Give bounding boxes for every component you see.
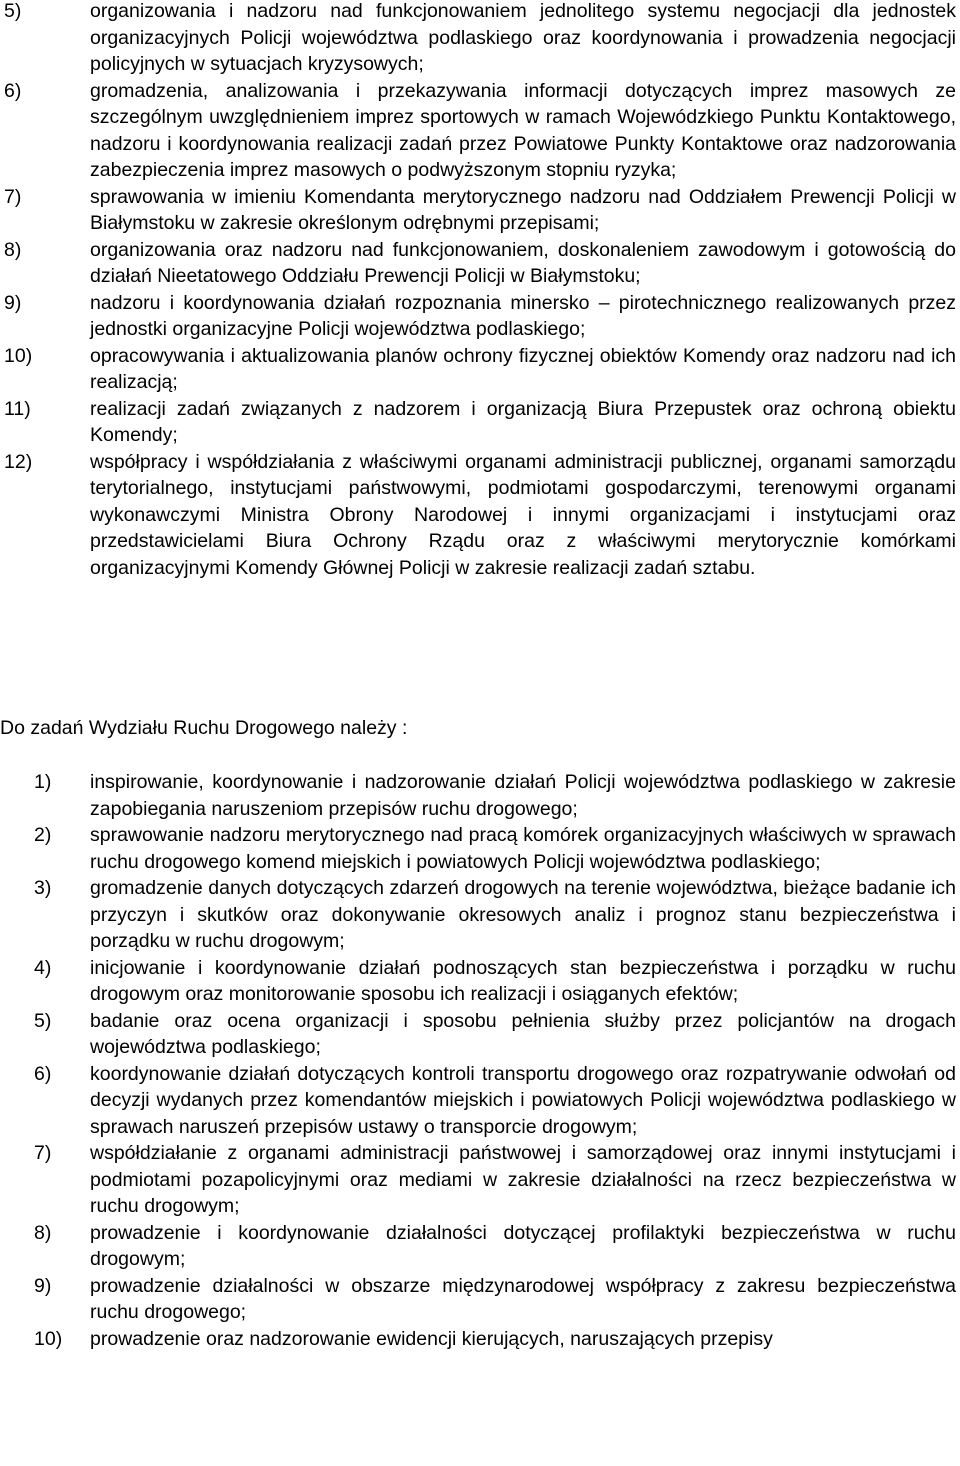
list-item bbox=[0, 1220, 960, 1273]
item-text: badanie oraz ocena organizacji i sposobu pełnienia służby przez policjantów na drogach województwa podlaskiego; bbox=[90, 1009, 956, 1058]
item-text: prowadzenie oraz nadzorowanie ewidencji kierujących, naruszających przepisy bbox=[90, 1327, 773, 1350]
item-number: 7) bbox=[34, 1142, 52, 1164]
item-number: 7) bbox=[4, 185, 22, 208]
list-item bbox=[0, 769, 960, 822]
item-text: koordynowanie działań dotyczących kontroli transportu drogowego oraz rozpatrywanie odwołań od decyzji wydanych przez komendantów miejskich i powiatowych Policji województwa podlaskiego w sprawach naruszeń przepisów ustawy o transporcie drogowym; bbox=[90, 1062, 956, 1138]
item-text: opracowywania i aktualizowania planów ochrony fizycznej obiektów Komendy oraz nadzoru nad ich realizacją; bbox=[90, 344, 956, 393]
item-text: realizacji zadań związanych z nadzorem i organizacją Biura Przepustek oraz ochroną obiektu Komendy; bbox=[90, 397, 956, 446]
item-number: 1) bbox=[34, 771, 52, 793]
item-text: sprawowanie nadzoru merytorycznego nad pracą komórek organizacyjnych właściwych w sprawach ruchu drogowego komend miejskich i powiatowych Policji województwa podlaskiego; bbox=[90, 824, 956, 873]
list-item bbox=[0, 1008, 960, 1061]
item-number: 4) bbox=[34, 956, 52, 979]
list-item bbox=[0, 822, 960, 875]
item-number: 6) bbox=[4, 79, 22, 102]
list-item bbox=[0, 78, 960, 184]
section-heading: Do zadań Wydziału Ruchu Drogowego należy : bbox=[0, 717, 408, 739]
item-number: 5) bbox=[4, 0, 22, 22]
list-item bbox=[0, 290, 960, 343]
tasks-list-staff bbox=[0, 0, 960, 581]
list-item bbox=[0, 0, 960, 78]
item-text: prowadzenie działalności w obszarze międzynarodowej współpracy z zakresu bezpieczeństwa ruchu drogowego; bbox=[90, 1274, 956, 1323]
list-item bbox=[0, 1326, 960, 1353]
list-item bbox=[0, 343, 960, 396]
item-text: sprawowania w imieniu Komendanta merytorycznego nadzoru nad Oddziałem Prewencji Policji w Białymstoku w zakresie określonym odrębnymi przepisami; bbox=[90, 185, 956, 234]
item-number: 8) bbox=[4, 238, 22, 261]
list-item bbox=[0, 875, 960, 955]
list-item bbox=[0, 1061, 960, 1141]
tasks-list-traffic bbox=[0, 769, 960, 1352]
list-item bbox=[0, 955, 960, 1008]
item-number: 6) bbox=[34, 1062, 52, 1085]
item-text: gromadzenie danych dotyczących zdarzeń drogowych na terenie województwa, bieżące badanie ich przyczyn i skutków oraz dokonywanie okresowych analiz i prognoz stanu bezpieczeństwa i porządku w ruchu drogowym; bbox=[90, 877, 956, 952]
item-text: prowadzenie i koordynowanie działalności dotyczącej profilaktyki bezpieczeństwa w ruchu drogowym; bbox=[90, 1221, 956, 1270]
item-number: 10) bbox=[4, 344, 33, 367]
item-text: inspirowanie, koordynowanie i nadzorowanie działań Policji województwa podlaskiego w zakresie zapobiegania naruszeniom przepisów ruchu drogowego; bbox=[90, 771, 956, 820]
list-item bbox=[0, 1140, 960, 1220]
item-number: 5) bbox=[34, 1009, 52, 1032]
item-text: gromadzenia, analizowania i przekazywania informacji dotyczących imprez masowych ze szczególnym uwzględnieniem imprez sportowych w ramach Wojewódzkiego Punktu Kontaktowego, nadzoru i koordynowania realizacji zadań przez Powiatowe Punkty Kontaktowe oraz nadzorowania zabezpieczenia imprez masowych o podwyższonym stopniu ryzyka; bbox=[90, 79, 956, 181]
item-text: współpracy i współdziałania z właściwymi organami administracji publicznej, organami samorządu terytorialnego, instytucjami państwowymi, podmiotami gospodarczymi, terenowymi organami wykonawczymi Ministra Obrony Narodowej i innymi organizacjami i instytucjami oraz przedstawicielami Biura Ochrony Rządu oraz z właściwymi merytorycznie komórkami organizacyjnymi Komendy Głównej Policji w zakresie realizacji zadań sztabu. bbox=[90, 450, 956, 579]
item-text: organizowania oraz nadzoru nad funkcjonowaniem, doskonaleniem zawodowym i gotowością do działań Nieetatowego Oddziału Prewencji Policji w Białymstoku; bbox=[90, 238, 956, 287]
item-number: 8) bbox=[34, 1221, 52, 1244]
item-text: współdziałanie z organami administracji państwowej i samorządowej oraz innymi instytucjami i podmiotami pozapolicyjnymi oraz mediami w zakresie działalności na rzecz bezpieczeństwa w ruchu drogowym; bbox=[90, 1142, 956, 1217]
list-item bbox=[0, 1273, 960, 1326]
list-item bbox=[0, 184, 960, 237]
item-number: 2) bbox=[34, 824, 52, 846]
item-text: organizowania i nadzoru nad funkcjonowaniem jednolitego systemu negocjacji dla jednostek organizacyjnych Policji województwa podlaskiego oraz koordynowania i prowadzenia negocjacji policyjnych w sytuacjach kryzysowych; bbox=[90, 0, 956, 75]
item-number: 9) bbox=[4, 291, 22, 314]
item-number: 10) bbox=[34, 1327, 63, 1350]
list-item bbox=[0, 237, 960, 290]
item-number: 9) bbox=[34, 1274, 52, 1297]
item-number: 12) bbox=[4, 450, 33, 473]
item-text: nadzoru i koordynowania działań rozpoznania minersko – pirotechnicznego realizowanych przez jednostki organizacyjne Policji województwa podlaskiego; bbox=[90, 291, 956, 340]
item-text: inicjowanie i koordynowanie działań podnoszących stan bezpieczeństwa i porządku w ruchu drogowym oraz monitorowanie sposobu ich realizacji i osiąganych efektów; bbox=[90, 956, 956, 1005]
list-item bbox=[0, 449, 960, 582]
item-number: 3) bbox=[34, 877, 52, 899]
item-number: 11) bbox=[4, 397, 31, 420]
list-item bbox=[0, 396, 960, 449]
